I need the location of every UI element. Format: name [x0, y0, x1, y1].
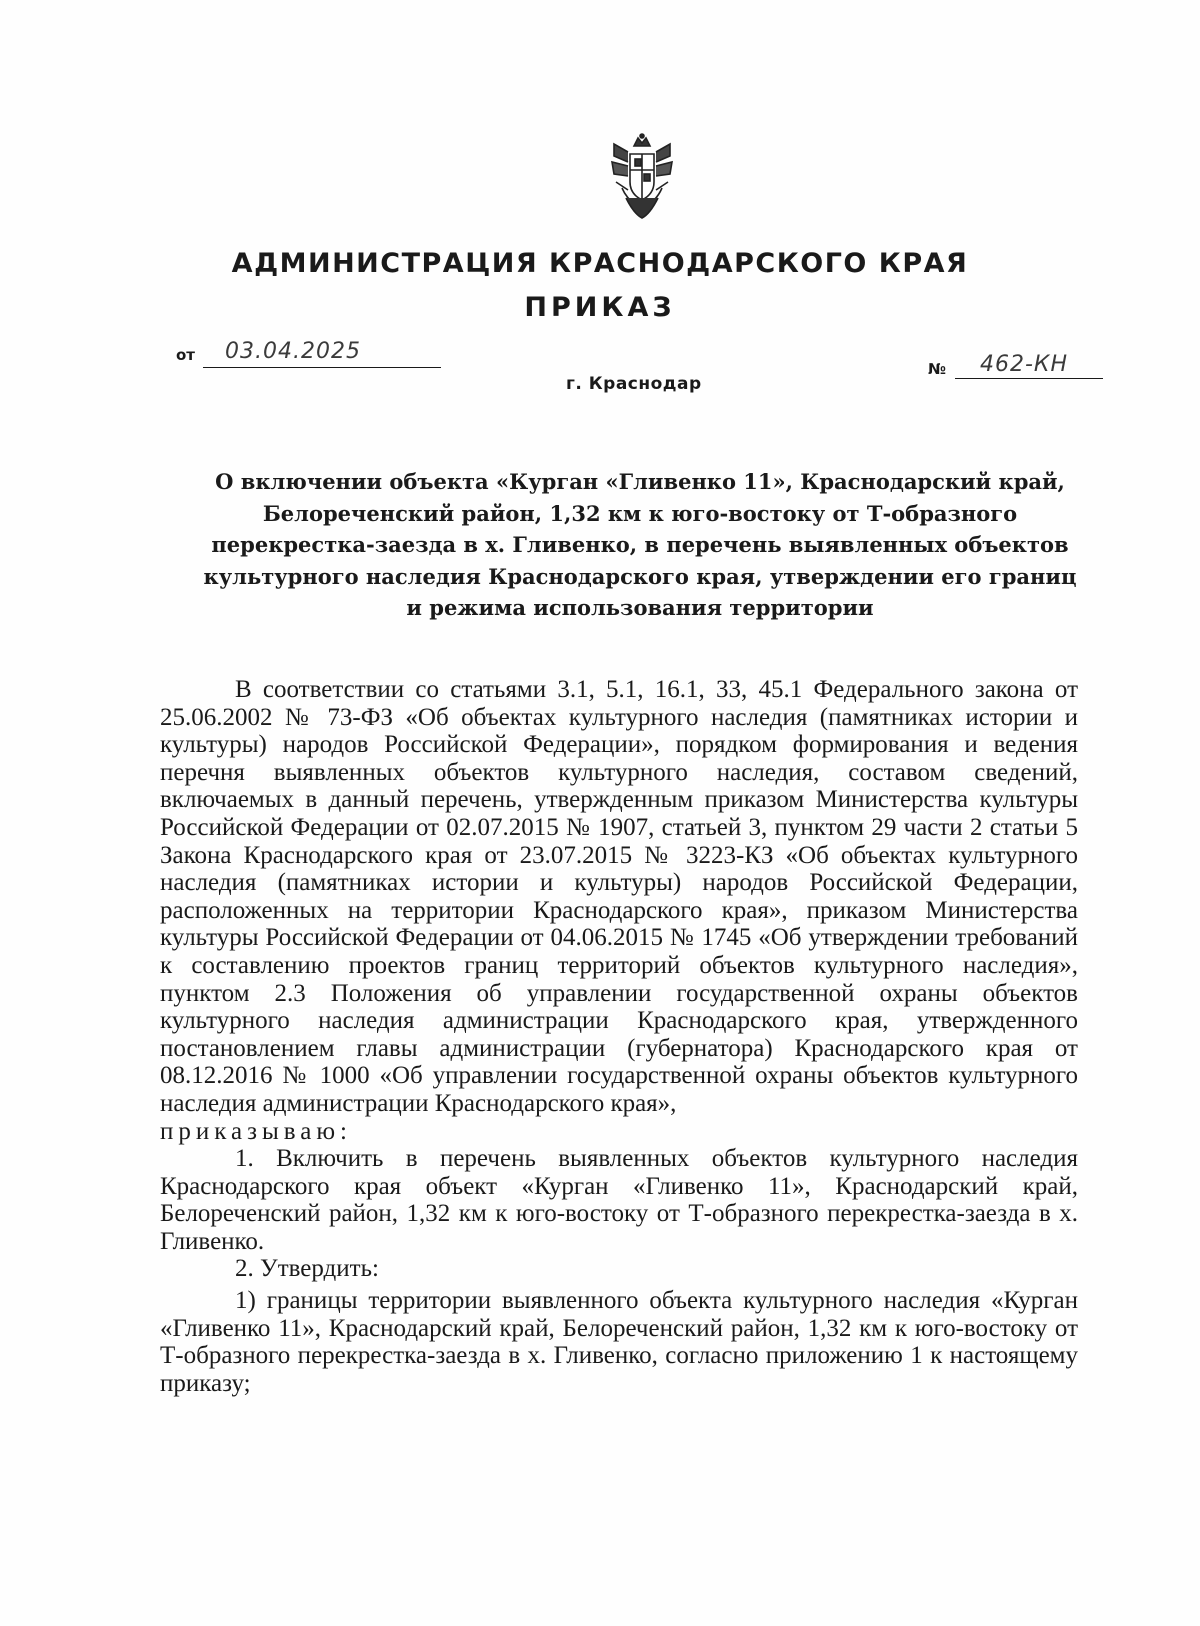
order-word: приказываю:: [160, 1117, 352, 1145]
item-2-paragraph: 2. Утвердить:: [235, 1255, 379, 1283]
item-2-1-paragraph: 1) границы территории выявленного объекта культурного наследия «Курган «Гливенко 11», Краснодарский край, Белореченский район, 1,32 км к юго-востоку от Т-образного перекрестка-заезда в х. Гливенко, согласно приложению 1 к настоящему приказу;: [160, 1287, 1078, 1397]
handwritten-number: 462-КН: [980, 352, 1069, 377]
subject-line: культурного наследия Краснодарского края, утверждении его границ: [203, 563, 1077, 589]
subject-line: перекрестка-заезда в х. Гливенко, в перечень выявленных объектов: [211, 532, 1069, 557]
organization-title: АДМИНИСТРАЦИЯ КРАСНОДАРСКОГО КРАЯ: [231, 248, 969, 279]
city-label: г. Краснодар: [566, 374, 702, 394]
preamble-paragraph: В соответствии со статьями 3.1, 5.1, 16.1, 33, 45.1 Федерального закона от 25.06.2002 № 73-ФЗ «Об объектах культурного наследия (памятниках истории и культуры) народов Российской Федерации», порядком формирования и ведения перечня выявленных объектов культурного наследия, составом сведений, включаемых в данный перечень, утвержденным приказом Министерства культуры Российской Федерации от 02.07.2015 № 1907, статьей 3, пунктом 29 части 2 статьи 5 Закона Краснодарского края от 23.07.2015 № 3223-КЗ «Об объектах культурного наследия (памятниках истории и культуры) народов Российской Федерации, расположенных на территории Краснодарского края», приказом Министерства культуры Российской Федерации от 04.06.2015 № 1745 «Об утверждении требований к составлению проектов границ территорий объектов культурного наследия», пунктом 2.3 Положения об управлении государственной охраны объектов культурного наследия администрации Краснодарского края, утвержденного постановлением главы администрации (губернатора) Краснодарского края от 08.12.2016 № 1000 «Об управлении государственной охраны объектов культурного наследия администрации Краснодарского края»,: [160, 676, 1078, 1117]
subject-line: Белореченский район, 1,32 км к юго-востоку от Т-образного: [262, 500, 1018, 526]
subject-line: О включении объекта «Курган «Гливенко 11», Краснодарский край,: [215, 469, 1065, 494]
handwritten-date: 03.04.2025: [225, 339, 361, 364]
number-label: №: [928, 360, 947, 378]
subject-line: и режима использования территории: [406, 595, 874, 620]
document-subject: [180, 466, 1100, 624]
date-label: от: [176, 346, 195, 364]
item-1-paragraph: 1. Включить в перечень выявленных объектов культурного наследия Краснодарского края объект «Курган «Гливенко 11», Краснодарский край, Белореченский район, 1,32 км к юго-востоку от Т-образного перекрестка-заезда в х. Гливенко.: [160, 1145, 1078, 1255]
coat-of-arms-icon: [608, 132, 676, 222]
document-body: [160, 676, 1078, 1397]
document-type-title: ПРИКАЗ: [524, 292, 676, 323]
